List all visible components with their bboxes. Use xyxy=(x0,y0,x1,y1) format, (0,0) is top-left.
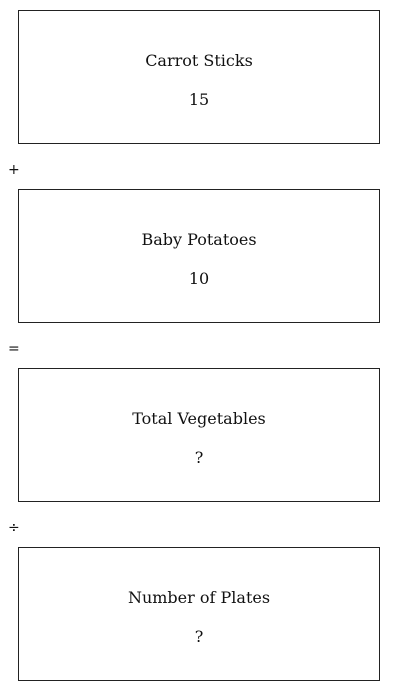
box-value: ? xyxy=(194,448,204,467)
number-of-plates-box xyxy=(18,547,380,681)
equals-operator: = xyxy=(8,341,20,357)
box-label: Baby Potatoes xyxy=(141,230,257,249)
plus-operator: + xyxy=(8,162,20,178)
box-label: Number of Plates xyxy=(127,588,271,607)
box-label: Total Vegetables xyxy=(132,409,266,428)
box-value: 10 xyxy=(188,269,210,288)
carrot-sticks-box xyxy=(18,10,380,144)
baby-potatoes-box xyxy=(18,189,380,323)
box-label: Carrot Sticks xyxy=(145,51,253,70)
box-value: 15 xyxy=(188,90,210,109)
box-value: ? xyxy=(194,627,204,646)
total-vegetables-box xyxy=(18,368,380,502)
divide-operator: ÷ xyxy=(8,520,20,536)
